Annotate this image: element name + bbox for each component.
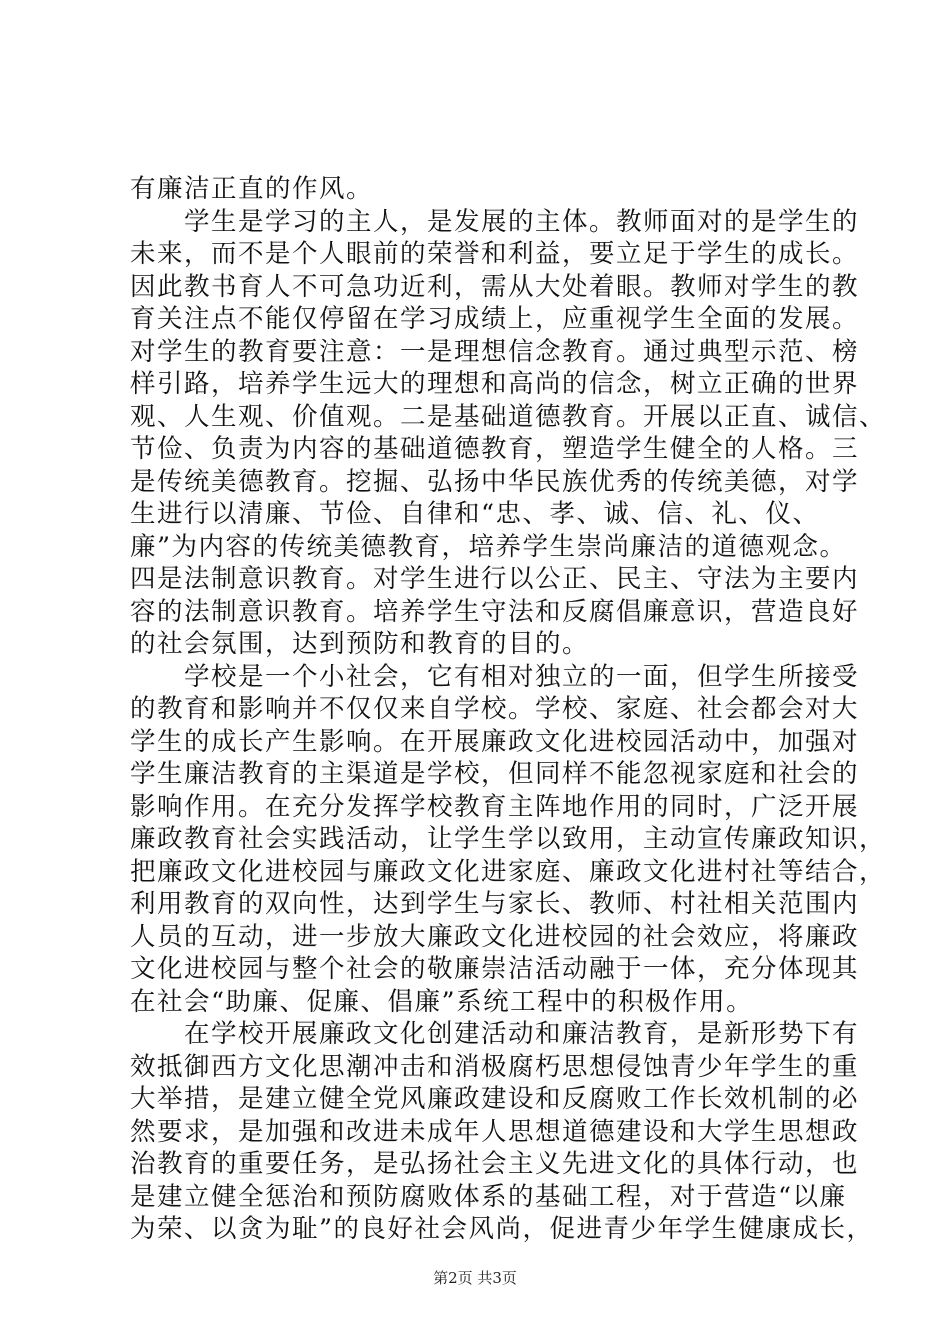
text-line: 样引路，培养学生远大的理想和高尚的信念，树立正确的世界 (130, 369, 860, 399)
text-line: 人员的互动，进一步放大廉政文化进校园的社会效应，将廉政 (130, 921, 860, 952)
text-line: 容的法制意识教育。培养学生守法和反腐倡廉意识，营造良好 (130, 596, 860, 627)
text-line: 大举措，是建立健全党风廉政建设和反腐败工作长效机制的必 (130, 1084, 860, 1114)
text-line: 因此教书育人不可急功近利，需从大处着眼。教师对学生的教 (130, 271, 860, 302)
text-line: 廉”为内容的传统美德教育，培养学生崇尚廉洁的道德观念。 (130, 531, 847, 562)
text-line: 廉政教育社会实践活动，让学生学以致用，主动宣传廉政知识， (130, 824, 887, 854)
page-footer (0, 1268, 950, 1288)
text-line: 观、人生观、价值观。二是基础道德教育。开展以正直、诚信、 (130, 401, 887, 432)
text-line: 对学生的教育要注意：一是理想信念教育。通过典型示范、榜 (130, 336, 860, 367)
body-text (130, 173, 887, 1246)
text-line: 的教育和影响并不仅仅来自学校。学校、家庭、社会都会对大 (130, 694, 860, 724)
text-line: 把廉政文化进校园与廉政文化进家庭、廉政文化进村社等结合， (130, 856, 887, 887)
text-line: 未来，而不是个人眼前的荣誉和利益，要立足于学生的成长。 (130, 239, 860, 269)
text-line: 学生是学习的主人，是发展的主体。教师面对的是学生的 (130, 206, 860, 237)
text-line: 治教育的重要任务，是弘扬社会主义先进文化的具体行动，也 (130, 1149, 860, 1179)
text-line: 在社会“助廉、促廉、倡廉”系统工程中的积极作用。 (130, 986, 754, 1017)
text-line: 影响作用。在充分发挥学校教育主阵地作用的同时，广泛开展 (130, 791, 860, 822)
text-line: 有廉洁正直的作风。 (130, 174, 374, 204)
text-line: 学校是一个小社会，它有相对独立的一面，但学生所接受 (130, 661, 860, 692)
text-line: 四是法制意识教育。对学生进行以公正、民主、守法为主要内 (130, 564, 860, 594)
text-line: 效抵御西方文化思潮冲击和消极腐朽思想侵蚀青少年学生的重 (130, 1051, 860, 1082)
text-line: 育关注点不能仅停留在学习成绩上，应重视学生全面的发展。 (130, 304, 860, 334)
text-line: 在学校开展廉政文化创建活动和廉洁教育，是新形势下有 (130, 1019, 860, 1049)
text-line: 生进行以清廉、节俭、自律和“忠、孝、诚、信、礼、仪、 (130, 499, 820, 529)
text-line: 的社会氛围，达到预防和教育的目的。 (130, 629, 590, 659)
text-line: 学生的成长产生影响。在开展廉政文化进校园活动中，加强对 (130, 726, 860, 757)
text-line: 节俭、负责为内容的基础道德教育，塑造学生健全的人格。三 (130, 434, 860, 464)
page-number-label: 第2页 共3页 (433, 1269, 517, 1287)
text-line: 为荣、以贪为耻”的良好社会风尚，促进青少年学生健康成长， (130, 1214, 874, 1244)
text-line: 学生廉洁教育的主渠道是学校，但同样不能忽视家庭和社会的 (130, 759, 860, 789)
text-line: 利用教育的双向性，达到学生与家长、教师、村社相关范围内 (130, 889, 860, 919)
text-line: 然要求，是加强和改进未成年人思想道德建设和大学生思想政 (130, 1116, 860, 1147)
text-line: 是建立健全惩治和预防腐败体系的基础工程，对于营造“以廉 (130, 1181, 847, 1212)
text-line: 是传统美德教育。挖掘、弘扬中华民族优秀的传统美德，对学 (130, 466, 860, 497)
text-line: 文化进校园与整个社会的敬廉崇洁活动融于一体，充分体现其 (130, 954, 860, 984)
